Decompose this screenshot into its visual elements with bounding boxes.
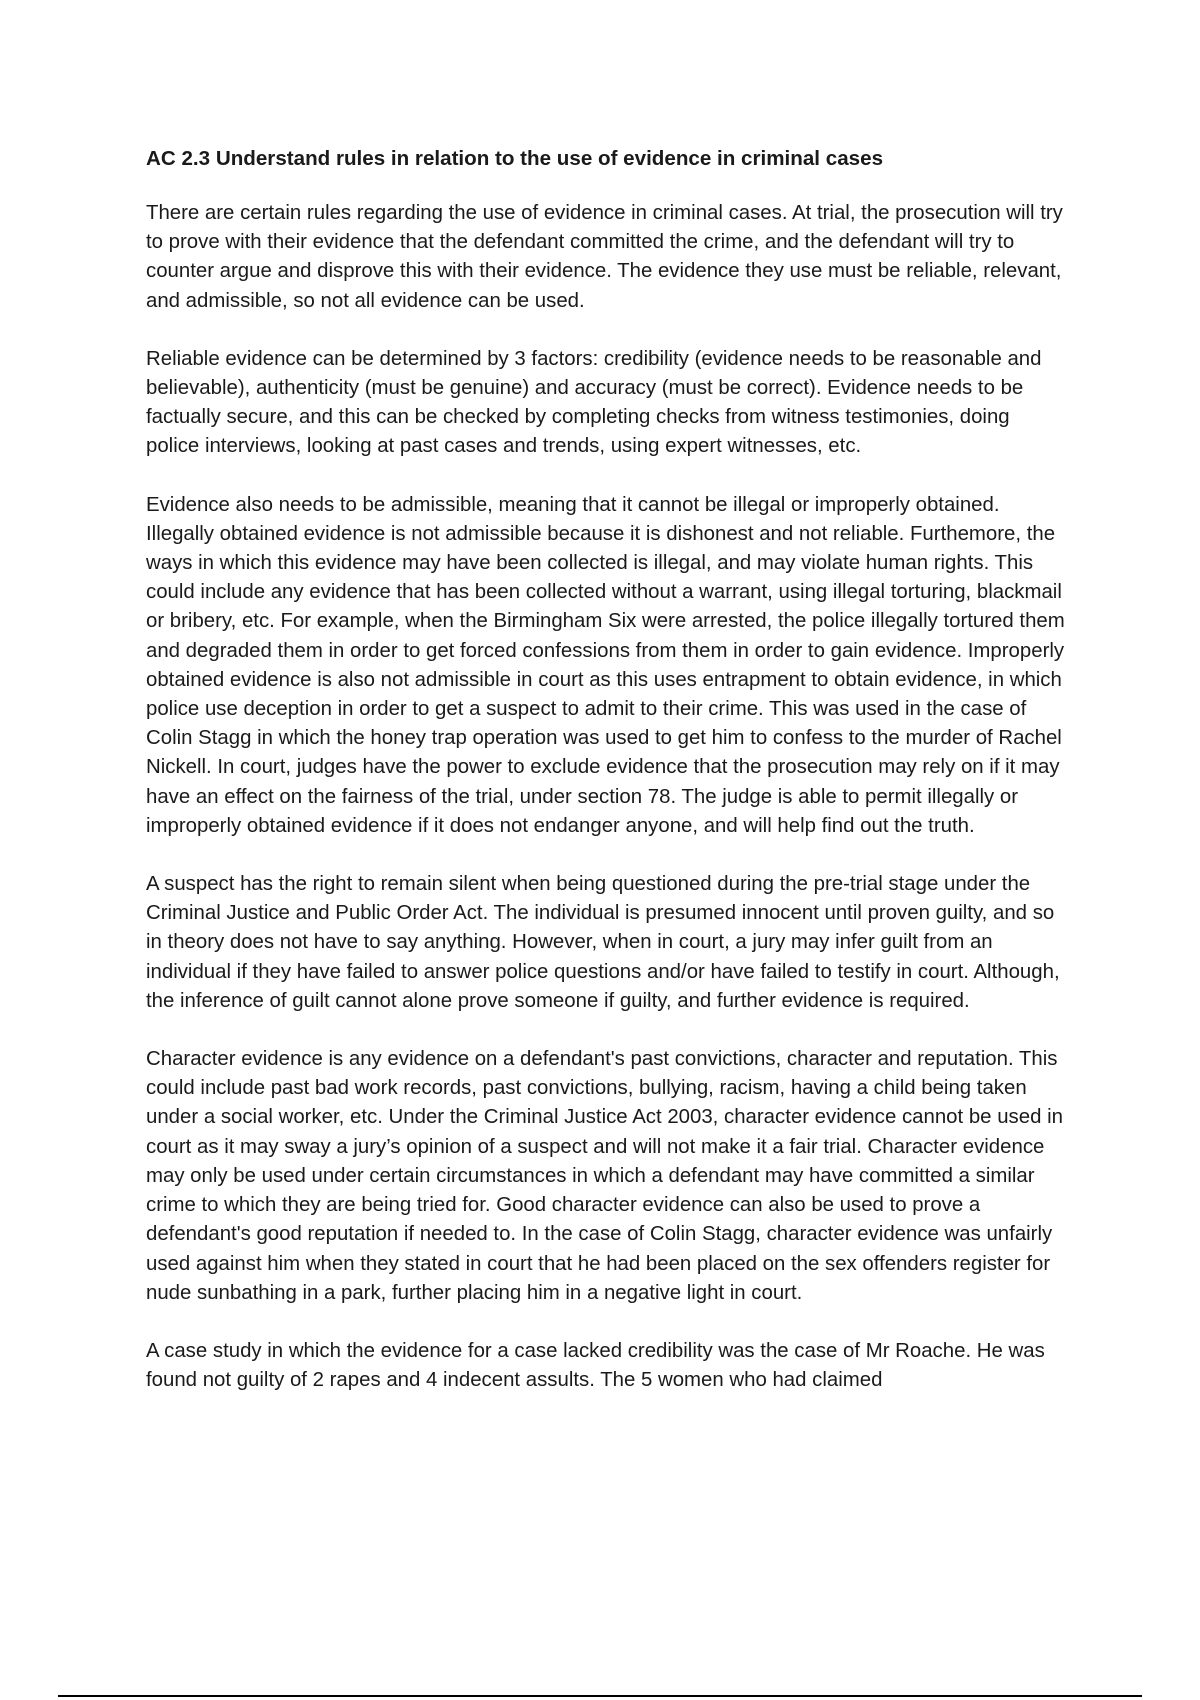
paragraph-character-evidence: Character evidence is any evidence on a defendant's past convictions, character and reputation. This could include past bad work records, past convictions, bullying, racism, having a child being taken under a social worker, etc. Under the Criminal Justice Act 2003, character evidence cannot be used in court as it may sway a jury’s opinion of a suspect and will not make it a fair trial. Character evidence may only be used under certain circumstances in which a defendant may have committed a similar crime to which they are being tried for. Good character evidence can also be used to prove a defendant's good reputation if needed to. In the case of Colin Stagg, character evidence was unfairly used against him when they stated in court that he had been placed on the sex offenders register for nude sunbathing in a park, further placing him in a negative light in court. xyxy=(146,1048,1063,1304)
document-body xyxy=(146,144,1066,1424)
paragraph-reliable-evidence: Reliable evidence can be determined by 3 factors: credibility (evidence needs to be reasonable and believable), authenticity (must be genuine) and accuracy (must be correct). Evidence needs to be factually secure, and this can be checked by completing checks from witness testimonies, doing police interviews, looking at past cases and trends, using expert witnesses, etc. xyxy=(146,347,1042,458)
paragraph-case-study: A case study in which the evidence for a case lacked credibility was the case of Mr Roache. He was found not guilty of 2 rapes and 4 indecent assults. The 5 women who had claimed xyxy=(146,1339,1045,1392)
page-bottom-divider xyxy=(58,1695,1142,1697)
paragraph-right-to-silence: A suspect has the right to remain silent when being questioned during the pre-trial stage under the Criminal Justice and Public Order Act. The individual is presumed innocent until proven guilty, and so in theory does not have to say anything. However, when in court, a jury may infer guilt from an individual if they have failed to answer police questions and/or have failed to testify in court. Although, the inference of guilt cannot alone prove someone if guilty, and further evidence is required. xyxy=(146,873,1060,1012)
paragraph-intro: There are certain rules regarding the use of evidence in criminal cases. At trial, the prosecution will try to prove with their evidence that the defendant committed the crime, and the defendant will try to counter argue and disprove this with their evidence. The evidence they use must be reliable, relevant, and admissible, so not all evidence can be used. xyxy=(146,202,1063,312)
section-heading: AC 2.3 Understand rules in relation to the use of evidence in criminal cases xyxy=(146,147,884,170)
paragraph-admissible-evidence: Evidence also needs to be admissible, meaning that it cannot be illegal or improperly obtained. Illegally obtained evidence is not admissible because it is dishonest and not reliable. Furthemore, the ways in which this evidence may have been collected is illegal, and may violate human rights. This could include any evidence that has been collected without a warrant, using illegal torturing, blackmail or bribery, etc. For example, when the Birmingham Six were arrested, the police illegally tortured them and degraded them in order to get forced confessions from them in order to gain evidence. Improperly obtained evidence is also not admissible in court as this uses entrapment to obtain evidence, in which police use deception in order to get a suspect to admit to their crime. This was used in the case of Colin Stagg in which the honey trap operation was used to get him to confess to the murder of Rachel Nickell. In court, judges have the power to exclude evidence that the prosecution may rely on if it may have an effect on the fairness of the trial, under section 78. The judge is able to permit illegally or improperly obtained evidence if it does not endanger anyone, and will help find out the truth. xyxy=(146,493,1065,837)
